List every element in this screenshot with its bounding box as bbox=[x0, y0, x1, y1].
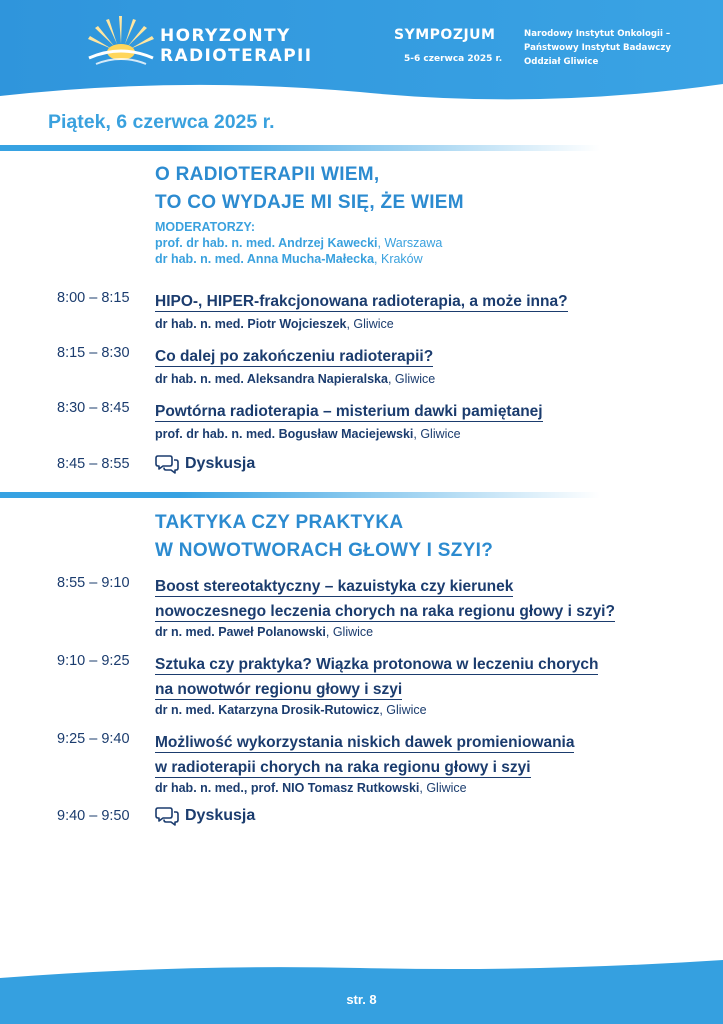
speaker-city: , Gliwice bbox=[346, 317, 394, 331]
moderator-1-city: , Warszawa bbox=[377, 236, 443, 250]
speaker-name: prof. dr hab. n. med. Bogusław Maciejewski bbox=[155, 427, 414, 441]
talk-title[interactable] bbox=[155, 653, 598, 703]
talk-title[interactable] bbox=[155, 575, 615, 625]
talk-title-line-1[interactable]: Boost stereotaktyczny – kazuistyka czy kierunek bbox=[155, 578, 514, 595]
page-header bbox=[0, 0, 723, 110]
symposium-dates: 5-6 czerwca 2025 r. bbox=[404, 54, 503, 64]
talk-title[interactable] bbox=[155, 290, 568, 315]
section-2-title-line-1: TAKTYKA CZY PRAKTYKA bbox=[155, 512, 404, 533]
institute-line-2: Państwowy Instytut Badawczy bbox=[524, 43, 671, 53]
talk-title-line-2[interactable]: w radioterapii chorych na raka regionu głowy i szyi bbox=[155, 759, 531, 776]
symposium-title: SYMPOZJUM bbox=[394, 27, 496, 43]
talk-title[interactable] bbox=[155, 731, 574, 781]
talk-speaker bbox=[155, 781, 467, 795]
moderator-2-city: , Kraków bbox=[374, 252, 423, 266]
speaker-city: , Gliwice bbox=[325, 625, 374, 639]
section-1-title-line-2: TO CO WYDAJE MI SIĘ, ŻE WIEM bbox=[155, 192, 464, 213]
page-number: str. 8 bbox=[346, 992, 377, 1007]
speaker-name: dr hab. n. med. Aleksandra Napieralska bbox=[155, 372, 388, 386]
brand-line-1: HORYZONTY bbox=[160, 26, 291, 46]
institute-line-1: Narodowy Instytut Onkologii – bbox=[524, 29, 671, 39]
section-1-title-line-1: O RADIOTERAPII WIEM, bbox=[155, 164, 380, 185]
talk-title-line[interactable]: HIPO-, HIPER-frakcjonowana radioterapia, a może inna? bbox=[155, 293, 568, 310]
section-2-title-line-2: W NOWOTWORACH GŁOWY I SZYI? bbox=[155, 540, 494, 561]
discussion-text: Dyskusja bbox=[185, 807, 256, 824]
talk-time: 8:30 – 8:45 bbox=[57, 400, 130, 416]
talk-speaker bbox=[155, 372, 435, 386]
discussion-time: 8:45 – 8:55 bbox=[57, 456, 130, 472]
speaker-city: , Gliwice bbox=[387, 372, 436, 386]
discussion-label bbox=[155, 806, 255, 826]
talk-title[interactable] bbox=[155, 345, 433, 370]
speaker-city: , Gliwice bbox=[413, 427, 461, 441]
talk-speaker bbox=[155, 703, 427, 717]
talk-title-line-1[interactable]: Możliwość wykorzystania niskich dawek promieniowania bbox=[155, 734, 575, 751]
moderator-1 bbox=[155, 235, 442, 251]
speaker-name: dr hab. n. med., prof. NIO Tomasz Rutkowski bbox=[155, 781, 420, 795]
talk-title-line[interactable]: Co dalej po zakończeniu radioterapii? bbox=[155, 348, 434, 365]
section-divider-1 bbox=[0, 145, 600, 151]
talk-time: 8:00 – 8:15 bbox=[57, 290, 130, 306]
moderator-2 bbox=[155, 251, 442, 267]
moderator-1-name: prof. dr hab. n. med. Andrzej Kawecki bbox=[155, 236, 378, 250]
institute-line-3: Oddział Gliwice bbox=[524, 57, 599, 67]
discussion-text: Dyskusja bbox=[185, 455, 256, 472]
talk-title-line[interactable]: Powtórna radioterapia – misterium dawki pamiętanej bbox=[155, 403, 543, 420]
speaker-name: dr hab. n. med. Piotr Wojcieszek bbox=[155, 317, 347, 331]
talk-time: 9:25 – 9:40 bbox=[57, 731, 130, 747]
speaker-name: dr n. med. Paweł Polanowski bbox=[155, 625, 326, 639]
talk-speaker bbox=[155, 625, 373, 639]
chat-bubbles-icon bbox=[155, 806, 179, 826]
talk-title[interactable] bbox=[155, 400, 543, 425]
brand-line-2: RADIOTERAPII bbox=[160, 46, 313, 66]
section-1-title bbox=[155, 161, 464, 217]
day-title: Piątek, 6 czerwca 2025 r. bbox=[48, 111, 275, 133]
talk-title-line-2[interactable]: na nowotwór regionu głowy i szyi bbox=[155, 681, 403, 698]
speaker-city: , Gliwice bbox=[379, 703, 427, 717]
talk-time: 8:55 – 9:10 bbox=[57, 575, 130, 591]
talk-title-line-2[interactable]: nowoczesnego leczenia chorych na raka regionu głowy i szyi? bbox=[155, 603, 615, 620]
brand-logo-text bbox=[160, 26, 313, 66]
institute-name bbox=[524, 27, 671, 69]
chat-bubbles-icon bbox=[155, 454, 179, 474]
moderators-label: MODERATORZY: bbox=[155, 220, 255, 234]
talk-speaker bbox=[155, 427, 461, 441]
section-2-title bbox=[155, 509, 493, 565]
speaker-name: dr n. med. Katarzyna Drosik-Rutowicz bbox=[155, 703, 380, 717]
sun-logo-icon bbox=[86, 14, 156, 70]
talk-time: 8:15 – 8:30 bbox=[57, 345, 130, 361]
discussion-time: 9:40 – 9:50 bbox=[57, 808, 130, 824]
talk-speaker bbox=[155, 317, 394, 331]
moderator-2-name: dr hab. n. med. Anna Mucha-Małecka bbox=[155, 252, 375, 266]
section-divider-2 bbox=[0, 492, 600, 498]
moderators-block bbox=[155, 219, 442, 267]
talk-title-line-1[interactable]: Sztuka czy praktyka? Wiązka protonowa w leczeniu chorych bbox=[155, 656, 599, 673]
talk-time: 9:10 – 9:25 bbox=[57, 653, 130, 669]
discussion-label bbox=[155, 454, 255, 474]
speaker-city: , Gliwice bbox=[419, 781, 467, 795]
